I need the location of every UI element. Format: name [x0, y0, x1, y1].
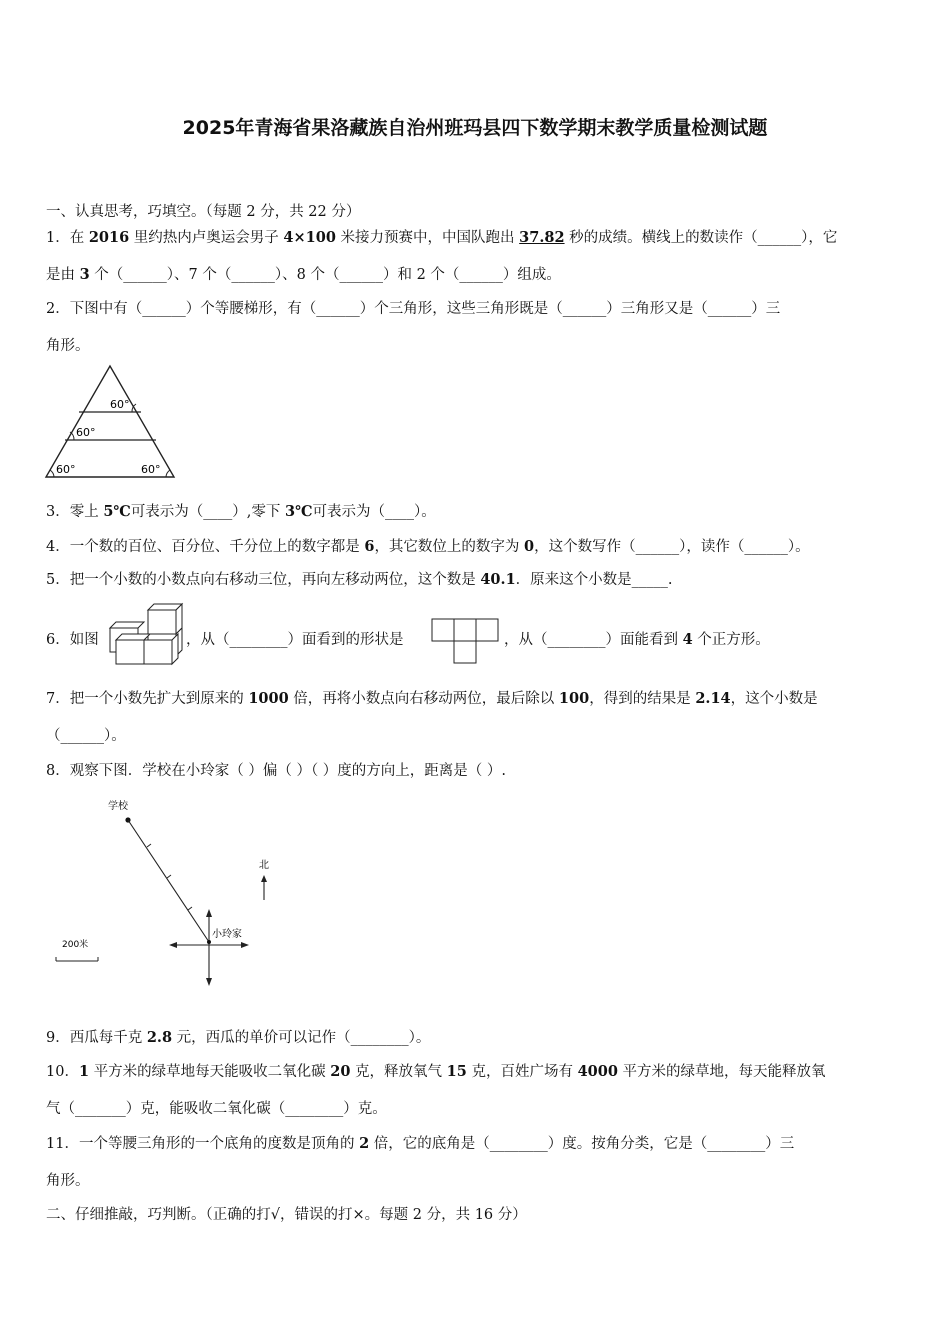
question-3: 3．零上 5℃可表示为（____）,零下 3℃可表示为（____）。: [46, 503, 436, 520]
question-7-line-2: （______）。: [46, 728, 126, 744]
scale-label: 200米: [62, 940, 89, 950]
question-4: 4．一个数的百位、百分位、千分位上的数字都是 6，其它数位上的数字为 0，这个数写作（______），读作（______）。: [46, 538, 810, 555]
section-2-heading: 二、仔细推敲，巧判断。（正确的打√，错误的打×。每题 2 分，共 16 分）: [46, 1207, 527, 1223]
question-11-line-1: 11．一个等腰三角形的一个底角的度数是顶角的 2 倍，它的底角是（________）度。按角分类，它是（________）三: [46, 1135, 795, 1152]
view-shape-figure: [431, 618, 503, 666]
question-8: 8．观察下图．学校在小玲家（ ）偏（ ）（ ）度的方向上，距离是（ ）.: [46, 763, 507, 779]
north-label: 北: [259, 860, 269, 871]
cube-stack-figure: [102, 600, 186, 668]
page-title: 2025年青海省果洛藏族自治州班玛县四下数学期末教学质量检测试题: [182, 117, 768, 139]
question-6-a: 6．如图: [46, 632, 99, 648]
question-1-line-1: 1．在 2016 里约热内卢奥运会男子 4×100 米接力预赛中，中国队跑出 37.82 秒的成绩。横线上的数读作（______），它: [46, 229, 838, 246]
question-5: 5．把一个小数的小数点向右移动三位，再向左移动两位，这个数是 40.1．原来这个小数是_____.: [46, 571, 673, 588]
question-6-c: ，从（________）面能看到 4 个正方形。: [504, 631, 770, 648]
direction-map-figure: [46, 790, 286, 995]
question-2-line-2: 角形。: [46, 338, 90, 354]
angle-label: 60°: [56, 463, 76, 476]
question-6-b: ，从（________）面看到的形状是: [186, 632, 404, 648]
question-7-line-1: 7．把一个小数先扩大到原来的 1000 倍，再将小数点向右移动两位，最后除以 100，得到的结果是 2.14，这个小数是: [46, 690, 818, 707]
home-label: 小玲家: [212, 929, 242, 940]
angle-label: 60°: [76, 426, 96, 439]
angle-label: 60°: [141, 463, 161, 476]
question-9: 9．西瓜每千克 2.8 元，西瓜的单价可以记作（________）。: [46, 1029, 431, 1046]
triangle-figure: [40, 360, 185, 485]
question-11-line-2: 角形。: [46, 1173, 90, 1189]
question-10-line-1: 10．1 平方米的绿草地每天能吸收二氧化碳 20 克，释放氧气 15 克，百姓广场有 4000 平方米的绿草地，每天能释放氧: [46, 1063, 826, 1080]
question-10-line-2: 气（_______）克，能吸收二氧化碳（________）克。: [46, 1101, 387, 1117]
angle-label: 60°: [110, 398, 130, 411]
home-point: [207, 940, 211, 944]
section-1-heading: 一、认真思考，巧填空。（每题 2 分，共 22 分）: [46, 204, 361, 220]
question-2-line-1: 2．下图中有（______）个等腰梯形，有（______）个三角形，这些三角形既是（______）三角形又是（______）三: [46, 301, 781, 317]
school-label: 学校: [108, 801, 128, 812]
question-1-line-2: 是由 3 个（______）、7 个（______）、8 个（______）和 2 个（______）组成。: [46, 266, 561, 283]
